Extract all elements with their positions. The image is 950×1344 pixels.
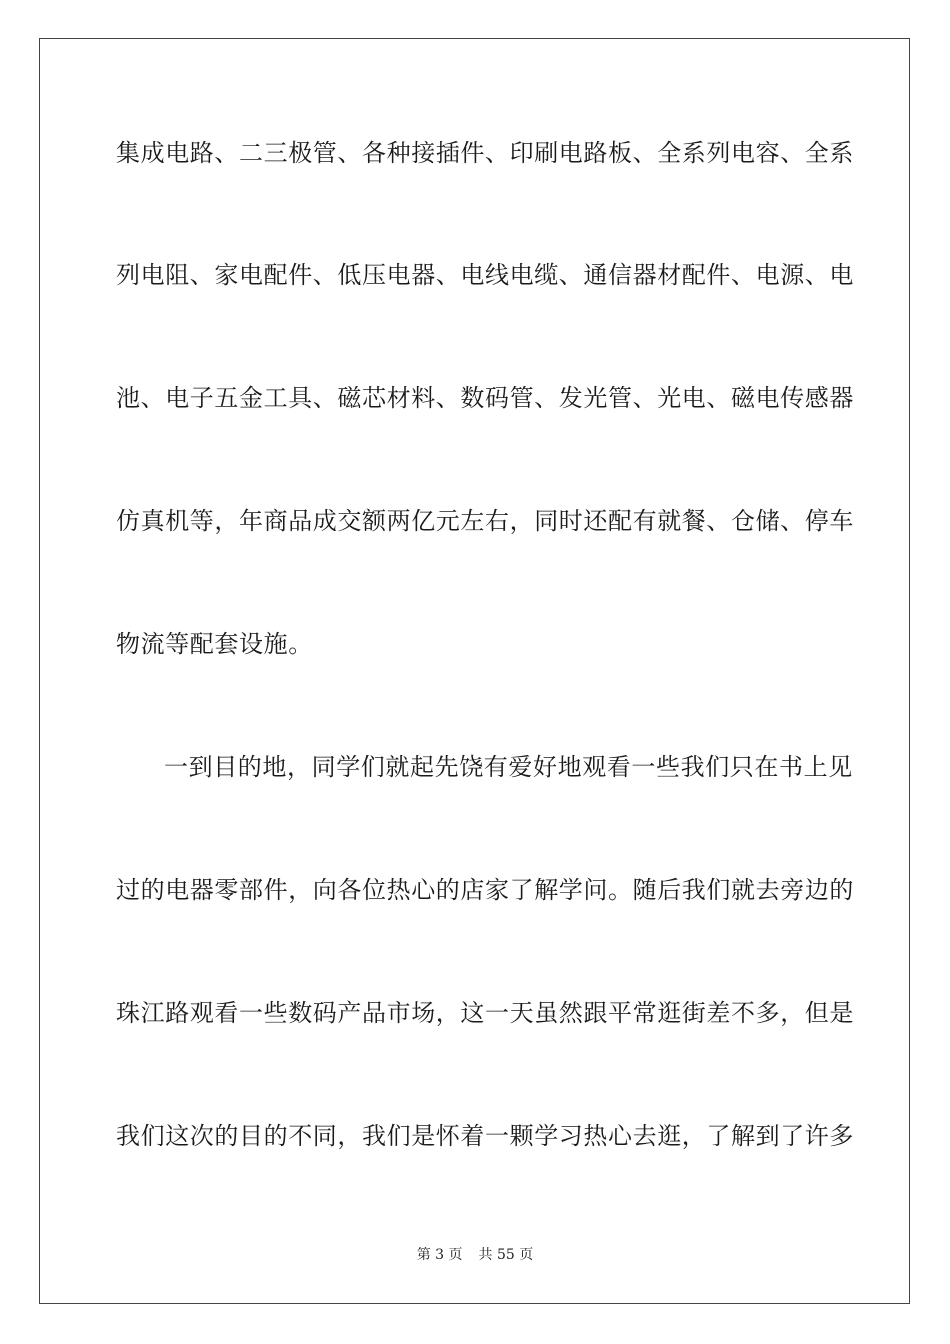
body-line-7: 过的电器零部件，向各位热心的店家了解学问。随后我们就去旁边的 bbox=[116, 876, 854, 904]
body-line-9: 我们这次的目的不同，我们是怀着一颗学习热心去逛，了解到了许多 bbox=[116, 1122, 854, 1150]
body-line-4: 仿真机等，年商品成交额两亿元左右，同时还配有就餐、仓储、停车 bbox=[116, 507, 854, 535]
body-line-6: 一到目的地，同学们就起先饶有爱好地观看一些我们只在书上见 bbox=[164, 753, 853, 781]
body-line-8: 珠江路观看一些数码产品市场，这一天虽然跟平常逛街差不多，但是 bbox=[116, 999, 854, 1027]
total-pages: 共 55 页 bbox=[478, 1247, 534, 1263]
body-line-1: 集成电路、二三极管、各种接插件、印刷电路板、全系列电容、全系 bbox=[116, 139, 854, 167]
page-border bbox=[39, 38, 910, 1304]
body-line-5: 物流等配套设施。 bbox=[116, 630, 313, 658]
body-line-3: 池、电子五金工具、磁芯材料、数码管、发光管、光电、磁电传感器 bbox=[116, 384, 854, 412]
body-line-2: 列电阻、家电配件、低压电器、电线电缆、通信器材配件、电源、电 bbox=[116, 261, 854, 289]
page-footer bbox=[0, 1246, 950, 1264]
page-number: 第 3 页 bbox=[416, 1247, 463, 1263]
